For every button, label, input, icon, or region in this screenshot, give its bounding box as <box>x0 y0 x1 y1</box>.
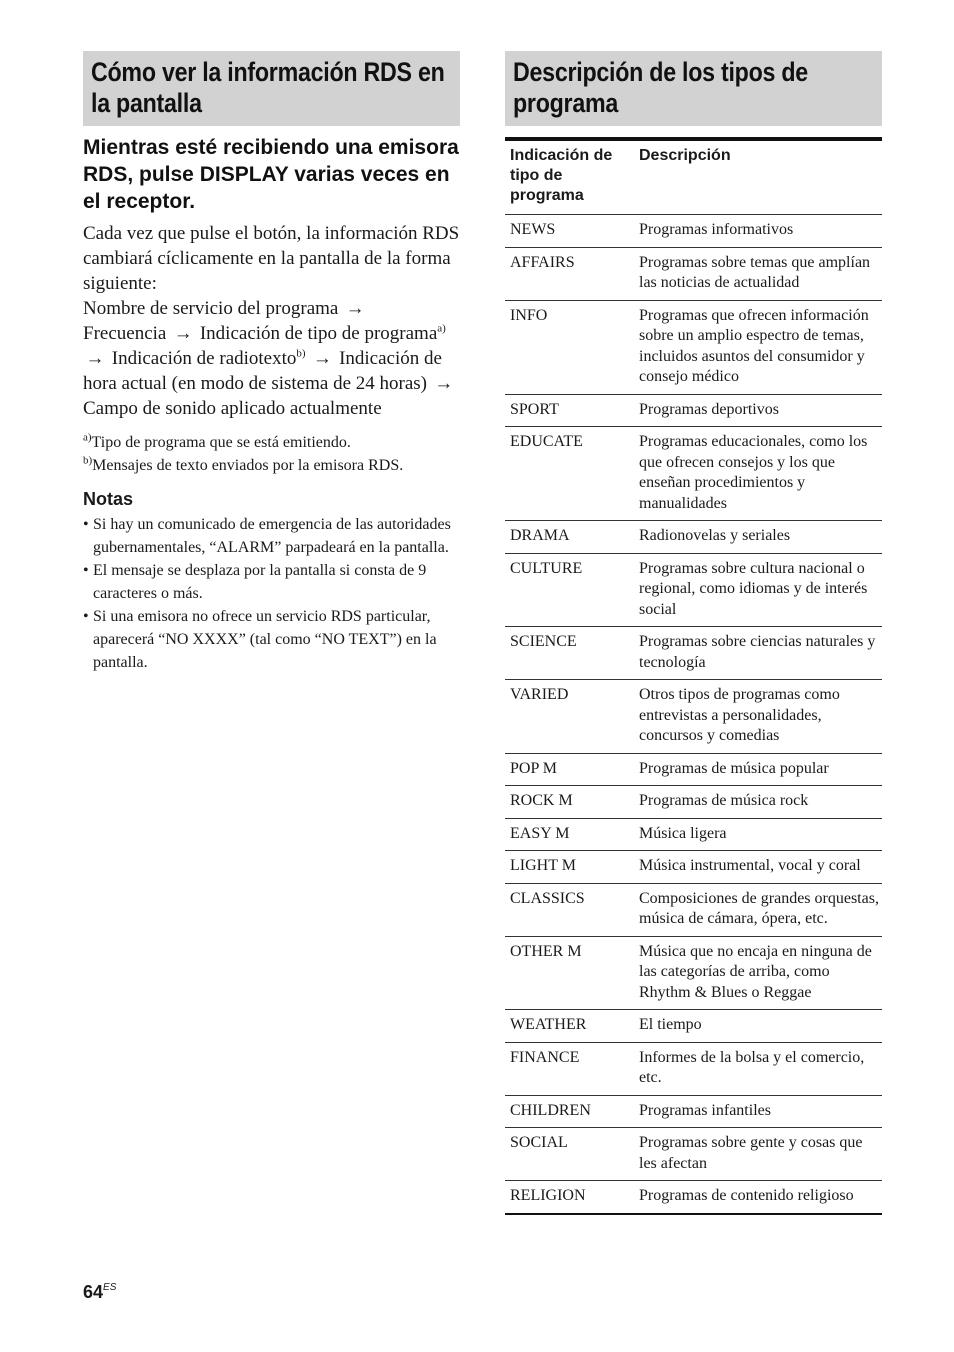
seq-frequency: Frecuencia <box>83 323 167 344</box>
note-item: • Si hay un comunicado de emergencia de las autoridades gubernamentales, “ALARM” parpadeará en la pantalla. <box>83 513 460 559</box>
program-type-code: AFFAIRS <box>510 253 575 271</box>
heading-line-1: Descripción de los tipos de <box>513 57 808 87</box>
table-row <box>505 300 882 394</box>
program-type-code: ROCK M <box>510 792 573 809</box>
seq-clock-time: Indicación de hora actual (en modo de sistema de 24 horas) <box>83 348 442 394</box>
table-row <box>505 753 882 786</box>
program-type-description: Programas deportivos <box>639 400 779 418</box>
program-type-code: POP M <box>510 759 557 777</box>
table-row <box>505 215 882 248</box>
table-row <box>505 427 882 521</box>
program-type-code: RELIGION <box>510 1187 586 1204</box>
arrow-right-icon: → <box>312 348 332 369</box>
note-item: • Si una emisora no ofrece un servicio RDS particular, aparecerá “NO XXXX” (tal como “NO TEXT”) en la pantalla. <box>83 605 460 674</box>
program-type-code: SOCIAL <box>510 1134 568 1151</box>
seq-sound-field: Campo de sonido aplicado actualmente <box>83 398 382 419</box>
program-type-description: Programas de contenido religioso <box>639 1187 854 1204</box>
arrow-right-icon: → <box>434 373 454 394</box>
footnote-b <box>83 454 460 477</box>
table-row <box>505 1128 882 1181</box>
program-type-description: Programas sobre gente y cosas que les afectan <box>639 1134 863 1172</box>
program-type-rows <box>505 215 882 1214</box>
footnote-b-text: Mensajes de texto enviados por la emisora RDS. <box>92 457 404 474</box>
table-row <box>505 553 882 627</box>
arrow-right-icon: → <box>85 348 105 369</box>
table-row <box>505 883 882 936</box>
program-type-description: Composiciones de grandes orquestas, música de cámara, ópera, etc. <box>639 889 879 927</box>
program-type-code: VARIED <box>510 686 569 703</box>
footnote-b-mark: b) <box>83 454 93 467</box>
table-row <box>505 521 882 554</box>
program-type-code: INFO <box>510 306 548 324</box>
table-row <box>505 1095 882 1128</box>
section-heading-rds-display <box>83 51 460 126</box>
table-row <box>505 851 882 884</box>
table-row <box>505 786 882 819</box>
program-type-description: Radionovelas y seriales <box>639 527 791 544</box>
footnotes <box>83 431 460 477</box>
program-type-table <box>505 141 882 1215</box>
program-type-code: EASY M <box>510 824 570 842</box>
heading-line-2: la pantalla <box>91 88 202 118</box>
program-type-description: Programas educacionales, como los que ofrecen consejos y los que enseñan procedimientos y manualidades <box>639 433 868 512</box>
footnote-a-mark: a) <box>83 431 92 444</box>
seq-radiotext: Indicación de radiotexto <box>111 348 297 369</box>
table-row <box>505 936 882 1010</box>
footnote-a-text: Tipo de programa que se está emitiendo. <box>91 434 351 451</box>
program-type-description: Programas que ofrecen información sobre un amplio espectro de temas, incluidos asuntos del consumidor y consejo médico <box>639 306 869 385</box>
footnote-a <box>83 431 460 454</box>
program-type-code: CLASSICS <box>510 889 585 907</box>
program-type-code: DRAMA <box>510 527 570 544</box>
footnote-mark-b: b) <box>296 347 306 360</box>
notes-heading: Notas <box>83 489 134 509</box>
table-row <box>505 1010 882 1043</box>
program-type-code: OTHER M <box>510 942 582 960</box>
page-number <box>83 1282 116 1303</box>
program-type-description: Programas sobre temas que amplían las noticias de actualidad <box>639 253 871 291</box>
program-type-description: El tiempo <box>639 1016 702 1033</box>
program-type-description: Programas sobre cultura nacional o regional, como idiomas y de interés social <box>639 559 868 618</box>
heading-line-1: Cómo ver la información RDS en <box>91 57 445 87</box>
table-row <box>505 627 882 680</box>
program-type-code: NEWS <box>510 221 556 238</box>
program-type-description: Música que no encaja en ninguna de las categorías de arriba, como Rhythm & Blues o Reggae <box>639 942 872 1001</box>
note-item: • El mensaje se desplaza por la pantalla si consta de 9 caracteres o más. <box>83 559 460 605</box>
program-type-code: CULTURE <box>510 559 583 577</box>
notes-list <box>83 513 460 674</box>
heading-line-2: programa <box>513 88 619 118</box>
program-type-code: CHILDREN <box>510 1101 591 1119</box>
section-heading-program-types <box>505 51 882 126</box>
rds-cycle-paragraph <box>83 221 460 421</box>
program-type-code: FINANCE <box>510 1048 580 1066</box>
seq-service-name: Nombre de servicio del programa <box>83 298 339 319</box>
table-row <box>505 1181 882 1214</box>
table-row <box>505 818 882 851</box>
program-type-description: Programas sobre ciencias naturales y tecnología <box>639 633 876 671</box>
program-type-description: Programas de música rock <box>639 792 809 809</box>
program-type-description: Música instrumental, vocal y coral <box>639 857 861 874</box>
left-column <box>83 51 460 674</box>
program-type-description: Informes de la bolsa y el comercio, etc. <box>639 1048 865 1086</box>
program-type-code: SPORT <box>510 400 559 418</box>
table-row <box>505 1042 882 1095</box>
page-number-value: 64 <box>83 1282 104 1302</box>
seq-program-type: Indicación de tipo de programa <box>199 323 438 344</box>
program-type-code: EDUCATE <box>510 433 583 450</box>
table-row <box>505 247 882 300</box>
program-type-code: WEATHER <box>510 1016 587 1033</box>
program-type-code: SCIENCE <box>510 633 577 650</box>
col-header-type: Indicación de tipo de programa <box>510 147 613 204</box>
col-header-description: Descripción <box>639 147 731 164</box>
program-type-description: Programas informativos <box>639 221 794 238</box>
program-type-code: LIGHT M <box>510 857 576 874</box>
table-row <box>505 394 882 427</box>
right-column <box>505 51 882 1215</box>
program-type-description: Música ligera <box>639 824 727 842</box>
arrow-right-icon: → <box>345 298 365 319</box>
program-type-description: Programas infantiles <box>639 1101 771 1119</box>
page-language-suffix: ES <box>103 1282 117 1293</box>
instruction-text: Mientras esté recibiendo una emisora RDS, pulse DISPLAY varias veces en el receptor. <box>83 136 459 213</box>
arrow-right-icon: → <box>173 323 193 344</box>
program-type-description: Otros tipos de programas como entrevistas a personalidades, concursos y comedias <box>639 686 840 744</box>
table-header-row <box>505 141 882 215</box>
program-type-description: Programas de música popular <box>639 759 829 777</box>
intro-text: Cada vez que pulse el botón, la información RDS cambiará cíclicamente en la pantalla de la forma siguiente: <box>83 223 460 294</box>
table-row <box>505 680 882 754</box>
footnote-mark-a: a) <box>437 322 446 335</box>
